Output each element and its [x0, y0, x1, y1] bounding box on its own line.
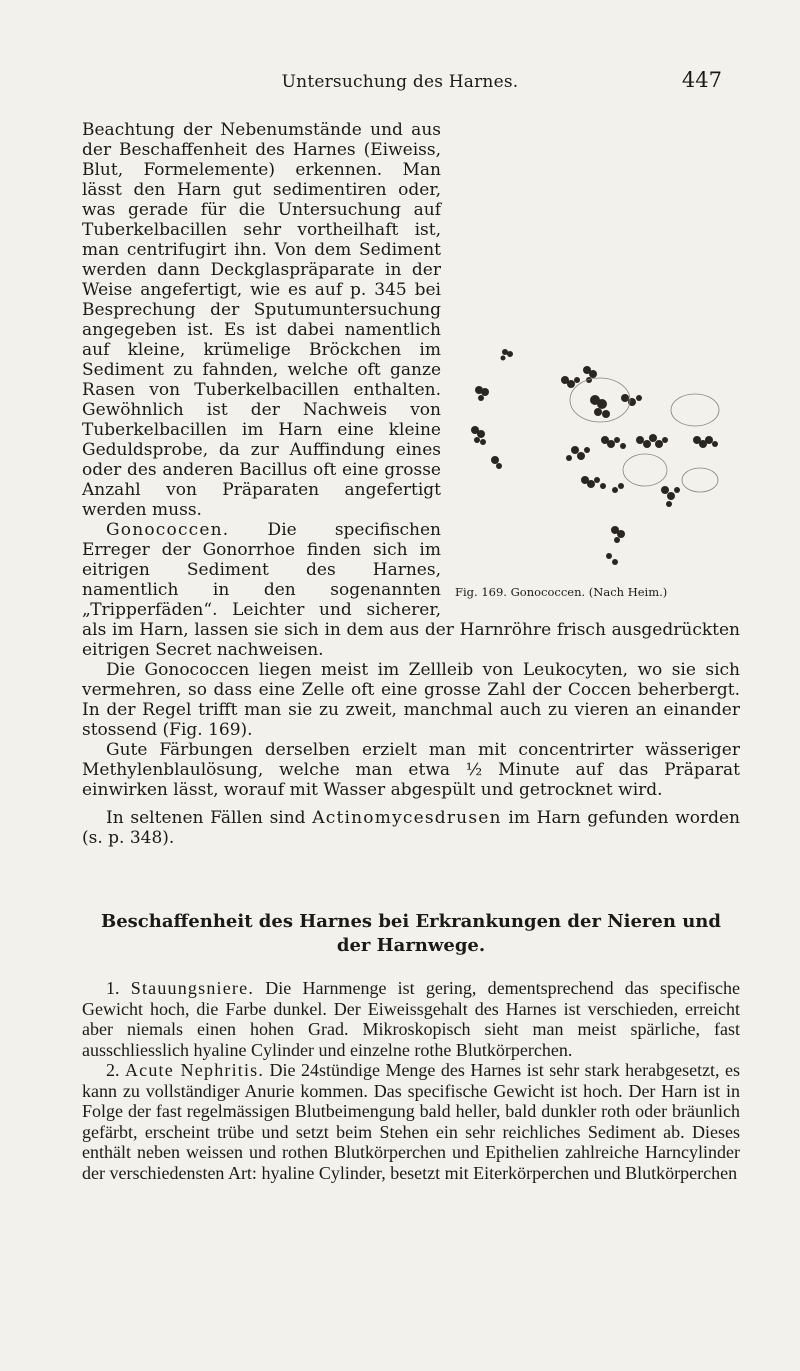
paragraph-gonococcen-3: Gute Färbungen derselben erzielt man mit concentrirter wässeriger Methylenblaulösung, welche man etwa ½ Minute auf das Präparat einwirken lässt, worauf mit Wasser abgespült und getrocknet wird.: [82, 740, 740, 800]
actino-pre: In seltenen Fällen sind: [106, 808, 313, 828]
actino-post: im Harn gefunden worden (s. p. 348).: [82, 808, 740, 848]
term-acute-nephritis: Acute Nephritis.: [124, 1060, 265, 1080]
micrograph-gonococci-icon: [465, 340, 735, 580]
section-heading: Beschaffenheit des Harnes bei Erkrankungen der Nieren und der Harnwege.: [101, 911, 721, 956]
item-stauungsniere: [82, 978, 740, 1060]
section-text-block: [82, 978, 740, 1183]
item-number: 2.: [106, 1060, 120, 1080]
item-text: Die Harnmenge ist gering, dementsprechend das specifische Gewicht hoch, die Farbe dunkel. Der Eiweissgehalt des Harnes ist verschieden, erreicht aber niemals einen hohen Grad. Mikroskopisch sieht man meist spärliche, fast ausschliesslich hyaline Cylinder und einzelne rothe Blutkörperchen.: [82, 978, 740, 1060]
item-number: 1.: [106, 978, 120, 998]
paragraph-actinomyces: [82, 808, 740, 848]
gonococcen-text: Die specifischen Erreger der Gonorrhoe finden sich im eitrigen Sediment des Harnes, namentlich in den sogenannten „Tripperfäden“. Leichter und sicherer, als im Harn, lassen sie sich in dem aus der Harnröhre frisch ausgedrückten eitrigen Secret nachweisen.: [82, 520, 740, 660]
figure-caption: Fig. 169. Gonococcen. (Nach Heim.): [455, 585, 668, 599]
running-head: Untersuchung des Harnes.: [281, 72, 519, 92]
paragraph-gonococcen-2: Die Gonococcen liegen meist im Zellleib von Leukocyten, wo sie sich vermehren, so dass eine Zelle oft eine grosse Zahl der Coccen beherbergt. In der Regel trifft man sie zu zweit, manchmal auch zu vieren an einander stossend (Fig. 169).: [82, 660, 740, 740]
term-gonococcen: Gonococcen.: [106, 520, 230, 540]
paragraph-intro: Beachtung der Nebenumstände und aus der Beschaffenheit des Harnes (Eiweiss, Blut, Formelemente) erkennen. Man lässt den Harn gut sedimentiren oder, was gerade für die Untersuchung auf Tuberkelbacillen sehr vortheilhaft ist, man centrifugirt ihn. Von dem Sediment werden dann Deckglaspräparate in der Weise angefertigt, wie es auf p. 345 bei Besprechung der Sputumuntersuchung angegeben ist. Es ist dabei namentlich auf kleine, krümelige Bröckchen im Sediment zu fahnden, welche oft ganze Rasen von Tuberkelbacillen enthalten. Gewöhnlich ist der Nachweis von Tuberkelbacillen im Harn eine kleine Geduldsprobe, da zur Auffindung eines oder des anderen Bacillus oft eine grosse Anzahl von Präparaten angefertigt werden muss.: [82, 120, 441, 520]
item-acute-nephritis: [82, 1060, 740, 1183]
term-stauungsniere: Stauungsniere.: [130, 978, 255, 998]
term-actinomyces: Actinomycesdrusen: [312, 808, 502, 828]
figure-169: [455, 340, 740, 610]
main-text-block: [82, 120, 740, 848]
page-number: 447: [681, 68, 722, 92]
item-text: Die 24stündige Menge des Harnes ist sehr stark herabgesetzt, es kann zu vollständiger Anurie kommen. Das specifische Gewicht ist hoch. Der Harn ist in Folge der fast regelmässigen Blutbeimengung bald heller, bald dunkler roth oder bräunlich gefärbt, erscheint trübe und setzt beim Stehen ein sehr reichliches Sediment ab. Dieses enthält neben weissen und rothen Blutkörperchen und Epithelien zahlreiche Harncylinder der verschiedensten Art: hyaline Cylinder, besetzt mit Eiterkörperchen und Blutkörperchen: [82, 1060, 741, 1183]
